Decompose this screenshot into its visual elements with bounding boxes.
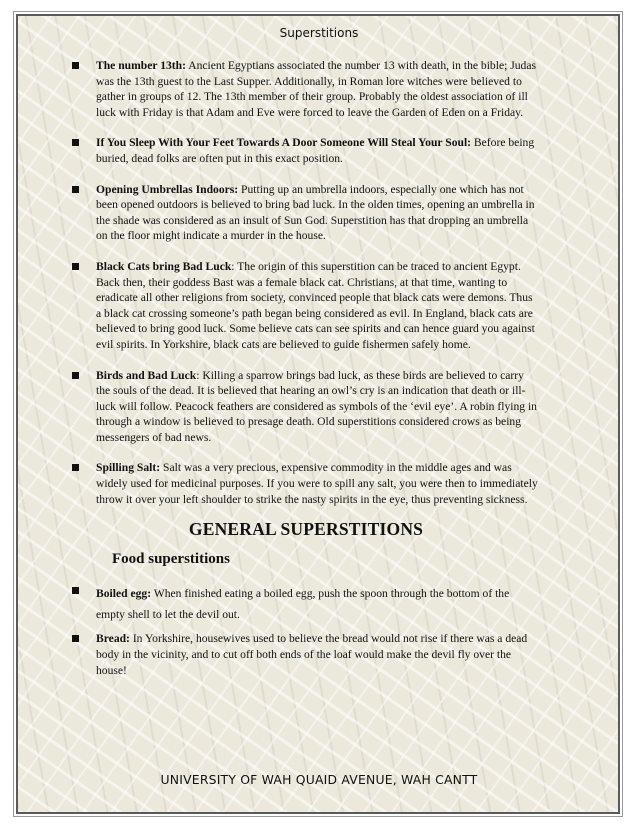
- item-term: If You Sleep With Your Feet Towards A Door Someone Will Steal Your Soul:: [96, 136, 472, 150]
- item-term: Spilling Salt:: [96, 461, 161, 475]
- list-item: [72, 182, 540, 244]
- item-term: Opening Umbrellas Indoors:: [96, 182, 239, 196]
- item-text: When finished eating a boiled egg, push the spoon through the bottom of the empty shell to let the devil out.: [96, 587, 510, 622]
- item-term: Boiled egg:: [96, 587, 152, 601]
- square-bullet-icon: [72, 62, 79, 69]
- document-body: [72, 58, 540, 693]
- list-item: [72, 631, 540, 678]
- item-term: Birds and Bad Luck: [96, 368, 197, 382]
- item-text: Salt was a very precious, expensive commodity in the middle ages and was widely used for medicinal purposes. If you were to spill any salt, you were then to immediately throw it over your left shoulder to strike the nasty spirits in the eye, thus preventing sickness.: [96, 461, 538, 506]
- list-item: [72, 460, 540, 507]
- item-text: In Yorkshire, housewives used to believe the bread would not rise if there was a dead body in the vicinity, and to cut off both ends of the loaf would make the devil fly over the house!: [96, 632, 528, 677]
- square-bullet-icon: [72, 263, 79, 270]
- item-text: Putting up an umbrella indoors, especially one which has not been opened outdoors is believed to bring bad luck. In the olden times, opening an umbrella in the shade was considered as an insult of Sun God. Superstition has that dropping an umbrella on the floor might indicate a murder in the house.: [96, 182, 535, 243]
- page-footer: UNIVERSITY OF WAH QUAID AVENUE, WAH CANTT: [160, 772, 478, 787]
- page-header: Superstitions: [279, 26, 359, 40]
- item-term: The number 13th:: [96, 59, 186, 72]
- subsection-title: Food superstitions: [112, 550, 230, 567]
- square-bullet-icon: [72, 464, 79, 471]
- list-item: [72, 583, 540, 625]
- square-bullet-icon: [72, 635, 79, 642]
- item-term: Bread:: [96, 632, 130, 646]
- square-bullet-icon: [72, 186, 79, 193]
- list-item: [72, 58, 540, 120]
- square-bullet-icon: [72, 587, 79, 594]
- item-text: : Killing a sparrow brings bad luck, as these birds are believed to carry the souls of the dead. It is believed that hearing an owl’s cry is an indication that death or ill-luck will follow. Peacock feathers are considered as symbols of the ‘evil eye’. A robin flying in through a window is believed to presage death. Old superstitions considered crows as being messengers of bad news.: [96, 368, 537, 444]
- list-item: [72, 259, 540, 353]
- item-term: Black Cats bring Bad Luck: [96, 259, 232, 273]
- item-text: : The origin of this superstition can be traced to ancient Egypt. Back then, their goddess Bast was a female black cat. Christians, at that time, wanting to eradicate all other religions from society, convinced people that black cats were demons. Thus a black cat crossing someone’s path began being considered as evil. In England, black cats are believed to bring good luck. Some believe cats can see spirits and can hence guard you against evil spirits. In Yorkshire, black cats are believed to guide fishermen safely home.: [96, 259, 535, 351]
- list-item: [72, 368, 540, 446]
- item-text: Before being buried, dead folks are often put in this exact position.: [96, 136, 535, 165]
- square-bullet-icon: [72, 139, 79, 146]
- square-bullet-icon: [72, 372, 79, 379]
- item-text: Ancient Egyptians associated the number 13 with death, in the bible; Judas was the 13th guest to the Last Supper. Additionally, in Roman lore witches were believed to gather in groups of 12. The 13th member of their group. Probably the oldest association of ill luck with Friday is that Adam and Eve were forced to leave the Garden of Eden on a Friday.: [96, 59, 536, 119]
- section-title: GENERAL SUPERSTITIONS: [188, 519, 424, 540]
- list-item: [72, 135, 540, 166]
